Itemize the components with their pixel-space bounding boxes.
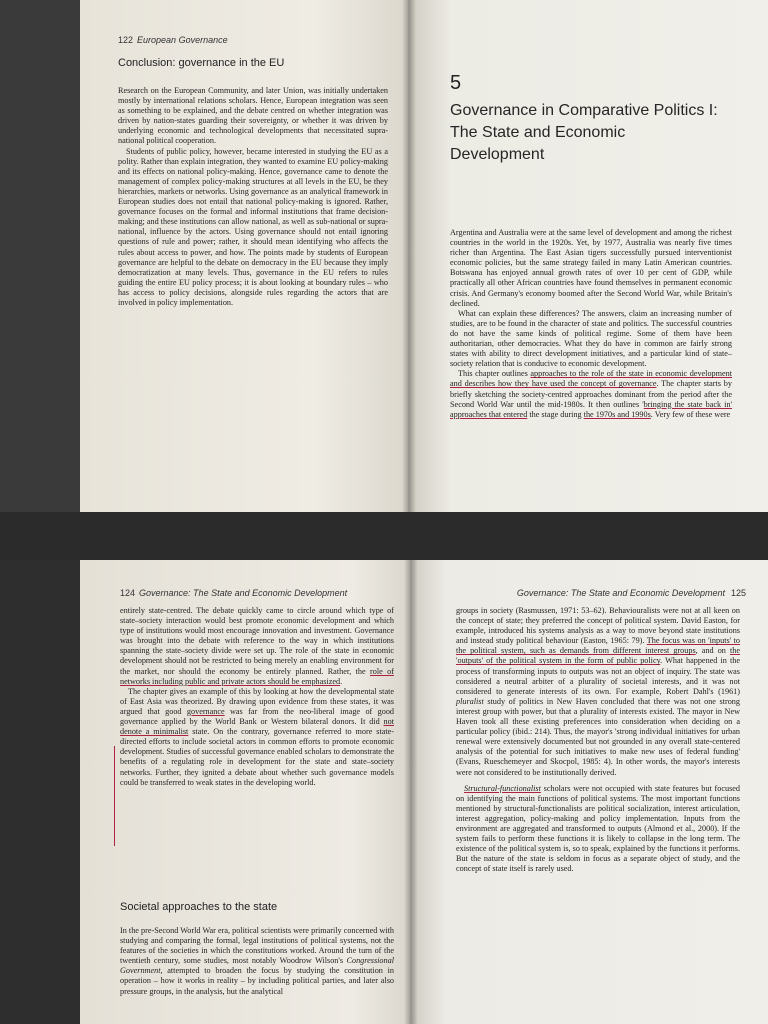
paragraph xyxy=(120,926,394,997)
page-122-running-head xyxy=(118,35,228,45)
page-122-body xyxy=(118,86,388,308)
page-number: 122 xyxy=(118,35,134,45)
page-124 xyxy=(80,560,420,1024)
page-125-running-head xyxy=(476,588,746,598)
text-run: groups in society (Rasmussen, 1971: 53–62). Behaviouralists were not at all keen on the concept of state; they preferred the concept of political system. David Easton, for example, introduced his systems analysis as a way to move beyond state institutions and instead study political behaviour (Easton, 1965: 79). xyxy=(456,606,740,646)
text-run: , and on xyxy=(695,646,730,656)
text-run: the stage during xyxy=(527,409,584,419)
paragraph xyxy=(120,687,394,788)
page-123 xyxy=(408,0,768,512)
underlined-text: the 'outputs' of the political system in the form of public policy xyxy=(456,646,740,666)
text-run: . Very few of these were xyxy=(650,409,731,419)
page-124-body xyxy=(120,606,394,788)
underlined-text: governance xyxy=(186,706,225,716)
margin-bracket-mark xyxy=(114,746,115,846)
paragraph xyxy=(120,606,394,687)
section-title: Societal approaches to the state xyxy=(120,901,278,913)
page-124-body-continued xyxy=(120,926,394,997)
text-run: . What happened in the process of transforming inputs to outputs was not an object of inquiry. The state was considered a neutral arbiter of a plurality of societal interests, and it was not considered to generate interests of its own. For example, Robert Dahl's (1961) xyxy=(456,656,741,696)
underlined-text: approaches to the role of the state in economic development and describes how they have used the concept of governance xyxy=(450,369,732,389)
chapter-number: 5 xyxy=(450,72,462,94)
underlined-text: not denote a minimalist xyxy=(120,717,394,737)
text-run: scholars were not occupied with state features but focused on identifying the main functions of political systems. The most important functions mentioned by structural-functionalists are political socialization, interest articulation, interest aggregation, policy-making and policy implementation. Inputs from the environment are aggregated and transformed to outputs (Almond et al., 2000). If the system fails to perform these functions it is likely to collapse in the long term. The existence of the political system is, so to speak, explained by the functions it performs. But the nature of the state is seldom in focus as a separate object of study, and the concept of state itself is rarely used. xyxy=(456,783,740,874)
page-123-body xyxy=(450,228,732,420)
paragraph: Students of public policy, however, became interested in studying the EU as a polity. Rather than explain integration, they wanted to examine EU policy-making and its effects on national policy-making. Hence, governance came to denote the management of complex policy-making structures at all levels in the EU, be they hierarchies, markets or networks. Using governance as an analytical framework in European studies does not entail that national policy-making is ignored. Rather, governance focuses on the formal and informal institutions that frame decision-making; and these institutions can allow national, as well as sub-national or supra-national, influence by the actors. Using governance should not entail ignoring questions of rule and power; rather, it should mean identifying who affects the rules about access to power, and how. The points made by students of European governance are helpful to the debate on democracy in the EU because they imply democratization at many levels. Thus, governance in the EU refers to rules guiding the entire EU policy process; it is about looking at boundary rules – who has access to policy decisions, alongside rules regarding the actors that are involved in policy implementation. xyxy=(118,146,388,307)
page-122 xyxy=(80,0,416,512)
underlined-text: role of networks including public and private actors should be emphasized xyxy=(120,666,394,686)
header-title: Governance: The State and Economic Development xyxy=(516,588,725,598)
paragraph: Research on the European Community, and later Union, was initially undertaken mostly by international relations scholars. Hence, European integration was seen as something to be explained, and the debate centred on whether integration was driven by nation-states guarding their sovereignty, or whether it was driven by underlying economic and technological developments that necessitated supra-national political cooperation. xyxy=(118,86,388,146)
book-spine-shadow-bottom xyxy=(404,560,418,1024)
page-124-running-head xyxy=(120,588,347,598)
italic-text: Congressional Government xyxy=(120,956,394,976)
page-125-body xyxy=(456,606,740,874)
header-title: Governance: The State and Economic Development xyxy=(139,588,348,598)
paragraph xyxy=(456,606,740,778)
text-run: was far from the neo-liberal image of good governance applied by the World Bank or Western bilateral donors. It did xyxy=(120,706,395,727)
header-title: European Governance xyxy=(137,35,228,45)
text-run: state. On the contrary, governance referred to more state-directed efforts to include societal actors in common efforts to promote economic development. Studies of successful governance enabled scholars to demonstrate the benefits of a regulating role in development for the state and state–society networks. Further, they ignited a debate about whether such governance models could be transferred to weak states in the developing world. xyxy=(120,727,395,787)
paragraph xyxy=(456,784,740,875)
text-run: The chapter gives an example of this by looking at how the developmental state of East Asia was theorized. By drawing upon evidence from these states, it was argued that good xyxy=(120,686,394,716)
text-run: , attempted to broaden the focus by studying the constitution in operation – how it works in reality – by including political parties, and later also pressure groups, in the analysis, but the analytical xyxy=(120,966,394,996)
text-run: In the pre-Second World War era, political scientists were primarily concerned with studying and comparing the formal, legal institutions of political systems, not the features of the societies in which the constitutions worked. Around the turn of the twentieth century, some studies, most notably Woodrow Wilson's xyxy=(120,926,394,966)
text-run: study of politics in New Haven concluded that there was not one strong interest group with power, but that a plurality of interests existed. The mayor in New Haven took all these existing preferences into consideration when deciding on a particular policy (ibid.: 214). Thus, the mayor's 'strong individual initiatives for urban renewal were extensively documented but not grounded in any overall state-centered analysis of the potential for such initiatives to make new uses of federal funding' (Evans, Rueschemeyer and Skocpol, 1985: 4). In other words, the mayor's interests were not considered to be institutionally derived. xyxy=(456,696,740,777)
underlined-text: The focus was on 'inputs' to the political system, such as demands from different interest groups xyxy=(456,636,740,656)
underlined-text: bringing the state back in' approaches that entered xyxy=(450,399,732,419)
book-spine-shadow xyxy=(402,0,416,512)
page-number: 124 xyxy=(120,588,136,598)
paragraph xyxy=(450,369,732,419)
italic-text: pluralist xyxy=(456,696,484,706)
italic-underlined-text: Structural-functionalist xyxy=(464,783,541,793)
chapter-title: Governance in Comparative Politics I: The State and Economic Development xyxy=(450,102,718,163)
paragraph: What can explain these differences? The answers, claim an increasing number of studies, are to be found in the character of state and politics. The successful countries do not have the same kinds of political regime. Some of them have been authoritarian, other democracies. What they do have in common are fairly strong states with ability to direct development initiatives, and a particular kind of state–society relation that is conducive to economic development. xyxy=(450,308,732,369)
page-number: 125 xyxy=(730,588,746,598)
underlined-text: the 1970s and 1990s xyxy=(583,409,651,419)
text-run: This chapter outlines xyxy=(458,369,531,379)
section-title: Conclusion: governance in the EU xyxy=(118,57,285,69)
text-run: entirely state-centred. The debate quickly came to circle around which type of state–society interaction would best promote economic development and which type of institutions would most encourage innovation and investment. Governance was brought into the debate with reference to the way in which institutions spanning the state–society divide were set up. The role of the state in economic development should not be restricted to being merely an enabling environment for the market, nor should the economy be entirely planned. Rather, the xyxy=(120,606,394,676)
text-run: . xyxy=(340,676,343,686)
paragraph: Argentina and Australia were at the same level of development and among the richest countries in the world in the 1920s. Yet, by 1977, Australia was nearly five times richer than Argentina. The East Asian tigers successfully pursued interventionist economic policies, but the same strategy failed in many Latin American countries. Botswana has enjoyed annual growth rates of over 10 per cent of GDP, while practically all other African countries have found themselves in permanent economic crisis. And Germany's economy boomed after the Second World War, while Britain's declined. xyxy=(450,228,732,308)
page-125 xyxy=(410,560,768,1024)
text-run: . The chapter starts by briefly sketching the society-centred approaches dominant from the period after the Second World War until the mid-1980s. It then outlines ' xyxy=(450,379,732,409)
